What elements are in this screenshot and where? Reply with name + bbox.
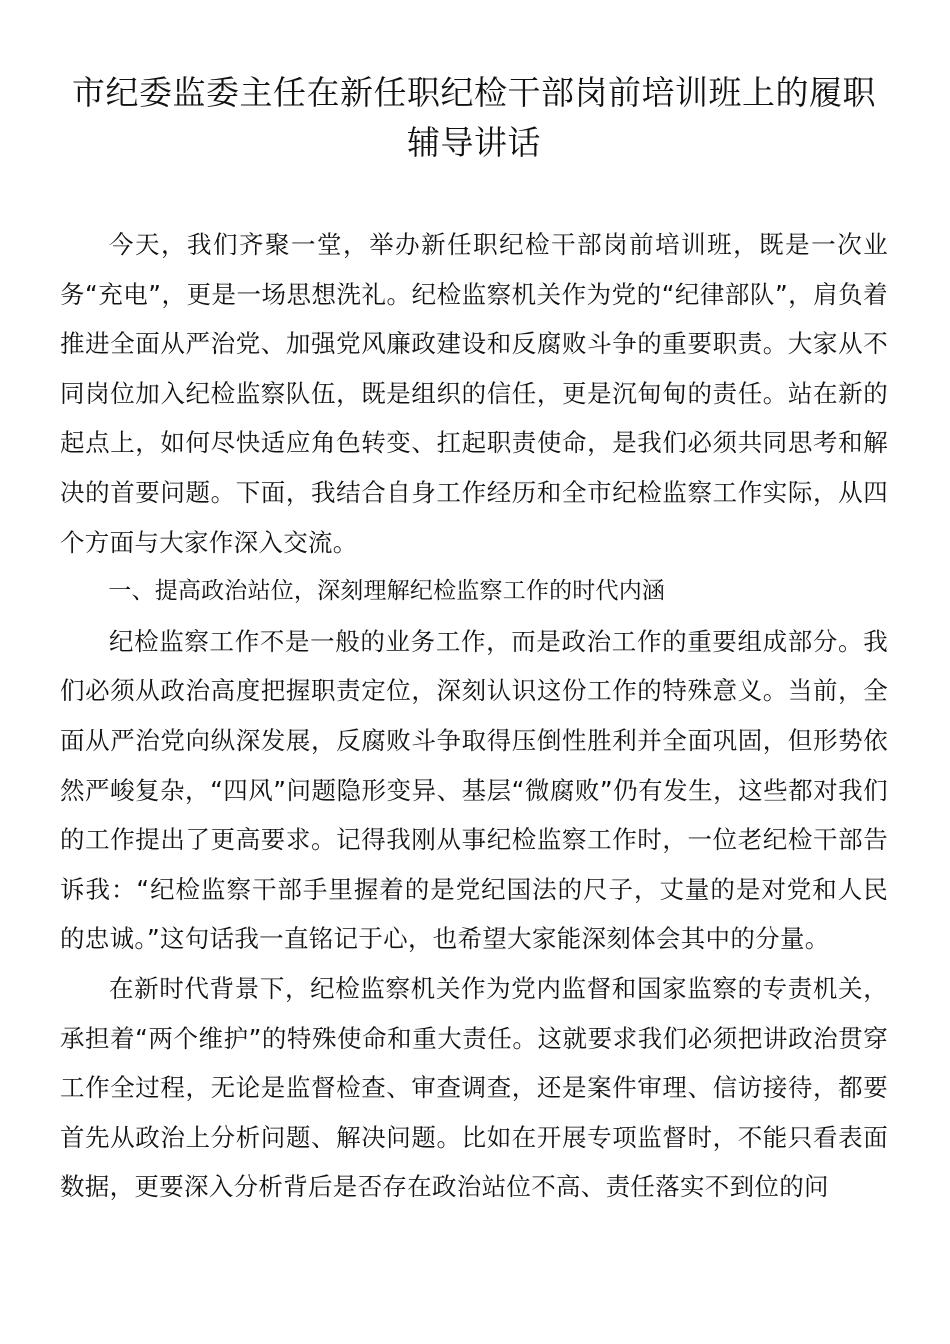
intro-paragraph: 今天，我们齐聚一堂，举办新任职纪检干部岗前培训班，既是一次业务“充电”，更是一场思想洗礼。纪检监察机关作为党的“纪律部队”，肩负着推进全面从严治党、加强党风廉政建设和反腐败斗争的重要职责。大家从不同岗位加入纪检监察队伍，既是组织的信任，更是沉甸甸的责任。站在新的起点上，如何尽快适应角色转变、扛起职责使命，是我们必须共同思考和解决的首要问题。下面，我结合自身工作经历和全市纪检监察工作实际，从四个方面与大家作深入交流。 — [60, 230, 888, 557]
document-title: 市纪委监委主任在新任职纪检干部岗前培训班上的履职辅导讲话 — [72, 73, 876, 162]
section-heading-1: 一、提高政治站位，深刻理解纪检监察工作的时代内涵 — [108, 578, 666, 605]
section-paragraph-2: 在新时代背景下，纪检监察机关作为党内监督和国家监察的专责机关，承担着“两个维护”的特殊使命和重大责任。这就要求我们必须把讲政治贯穿工作全过程，无论是监督检查、审查调查，还是案件审理、信访接待，都要首先从政治上分析问题、解决问题。比如在开展专项监督时，不能只看表面数据，更要深入分析背后是否存在政治站位不高、责任落实不到位的问 — [60, 973, 888, 1202]
section-paragraph-1: 纪检监察工作不是一般的业务工作，而是政治工作的重要组成部分。我们必须从政治高度把握职责定位，深刻认识这份工作的特殊意义。当前，全面从严治党向纵深发展，反腐败斗争取得压倒性胜利并全面巩固，但形势依然严峻复杂，“四风”问题隐形变异、基层“微腐败”仍有发生，这些都对我们的工作提出了更高要求。记得我刚从事纪检监察工作时，一位老纪检干部告诉我：“纪检监察干部手里握着的是党纪国法的尺子，丈量的是对党和人民的忠诚。”这句话我一直铭记于心，也希望大家能深刻体会其中的分量。 — [60, 626, 888, 954]
